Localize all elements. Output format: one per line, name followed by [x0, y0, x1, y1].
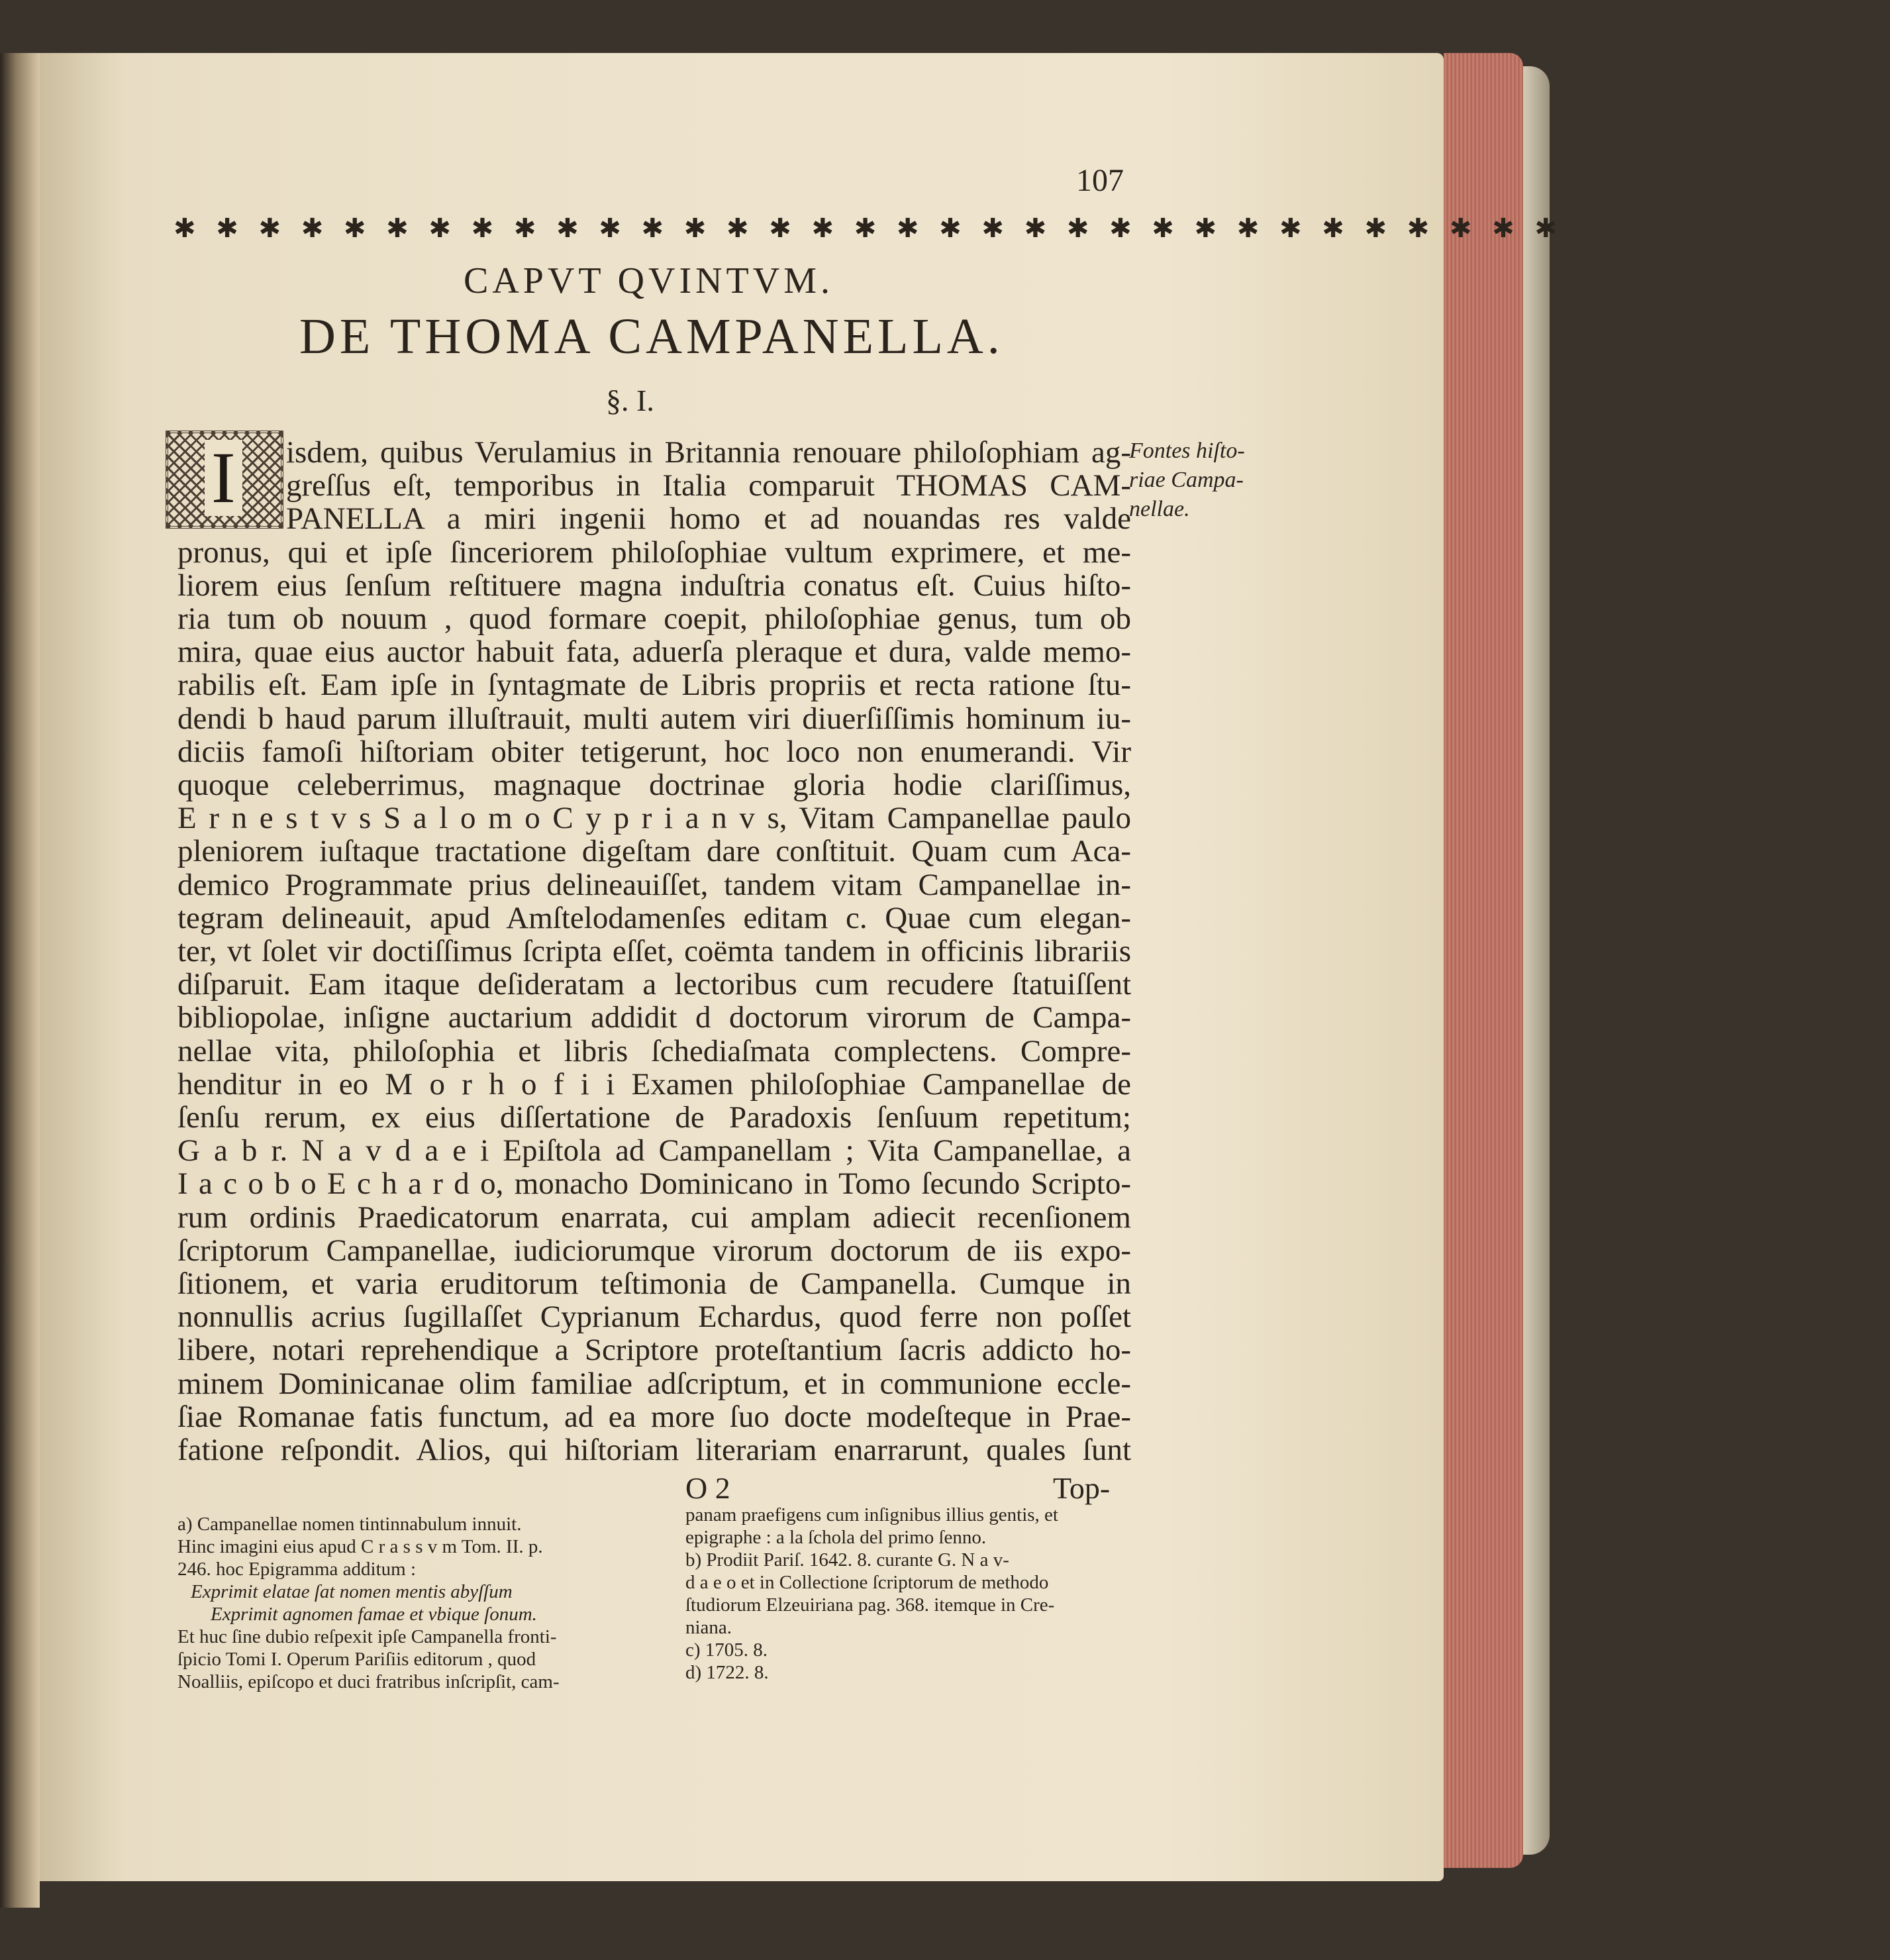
footnote-line: b) Prodiit Pariſ. 1642. 8. curante G. N a v- [685, 1549, 1009, 1571]
chapter-heading: CAPVT QVINTVM. [464, 260, 834, 301]
footnote-line: panam praefigens cum inſignibus illius gentis, et [685, 1504, 1058, 1525]
body-line: quoque celeberrimus, magnaque doctrinae gloria hodie clariſſimus, [177, 768, 1131, 802]
body-line: pleniorem iuſtaque tractatione digeſtam dare conſtituit. Quam cum Aca- [177, 834, 1131, 869]
decorated-initial [166, 431, 283, 529]
section-mark: §. I. [606, 384, 654, 417]
body-line: nellae vita, philoſophia et libris ſchediaſmata complectens. Compre- [177, 1033, 1131, 1068]
body-line: dendi b haud parum illuſtrauit, multi autem viri diuerſiſſimis hominum iu- [177, 701, 1131, 736]
body-line: liorem eius ſenſum reſtituere magna induſtria conatus eſt. Cuius hiſto- [177, 568, 1131, 603]
body-line: demico Programmate prius delineauiſſet, tandem vitam Campanellae in- [177, 867, 1131, 902]
footnote-line: Hinc imagini eius apud C r a s s v m Tom. II. p. [177, 1536, 543, 1557]
body-line: rum ordinis Praedicatorum enarrata, cui amplam adiecit recenſionem [177, 1200, 1131, 1235]
footnote-line: Exprimit agnomen famae et vbique ſonum. [211, 1604, 537, 1625]
body-line: ſiae Romanae fatis functum, ad ea more ſuo docte modeſteque in Prae- [177, 1399, 1131, 1434]
footnote-line: 246. hoc Epigramma additum : [177, 1559, 417, 1580]
body-line: fatione reſpondit. Alios, qui hiſtoriam literariam enarrarunt, quales ſunt [177, 1433, 1131, 1467]
facing-page-edge [0, 53, 40, 1908]
body-line: diſparuit. Eam itaque deſideratam a lectoribus cum recudere ſtatuiſſent [177, 967, 1131, 1002]
page-fore-edge [1444, 53, 1523, 1868]
body-line: minem Dominicanae olim familiae adſcriptum, et in communione eccle- [177, 1366, 1131, 1401]
footnote-line: d) 1722. 8. [685, 1662, 769, 1683]
footnote-line: Et huc ſine dubio reſpexit ipſe Campanella fronti- [177, 1626, 557, 1647]
footnote-line: c) 1705. 8. [685, 1639, 768, 1661]
body-line: henditur in eo M o r h o f i i Examen philoſophiae Campanellae de [177, 1066, 1131, 1102]
footnote-line: Noalliis, epiſcopo et duci fratribus inſcripſit, cam- [177, 1671, 560, 1692]
body-line: E r n e s t v s S a l o m o C y p r i a n v s, Vitam Campanellae paulo [177, 801, 1131, 836]
body-line: ter, vt ſolet vir doctiſſimus ſcripta eſſet, coëmta tandem in officinis librariis [177, 934, 1131, 968]
body-line: bibliopolae, inſigne auctarium addidit d doctorum virorum de Campa- [177, 1000, 1131, 1035]
footnote-line: Exprimit elatae ſat nomen mentis abyſſum [191, 1581, 513, 1602]
footnote-line: niana. [685, 1617, 732, 1638]
footnote-line: a) Campanellae nomen tintinnabulum innuit. [177, 1514, 522, 1535]
page-number: 107 [1076, 163, 1124, 198]
body-line: greſſus eſt, temporibus in Italia comparuit THOMAS CAM- [286, 468, 1131, 503]
margin-note-line: riae Campa- [1129, 468, 1244, 492]
body-line: tegram delineauit, apud Amſtelodamenſes editam c. Quae cum elegan- [177, 900, 1131, 935]
body-line: mira, quae eius auctor habuit fata, aduerſa pleraque et dura, valde memo- [177, 635, 1131, 670]
footnote-line: d a e o et in Collectione ſcriptorum de methodo [685, 1572, 1049, 1593]
body-line: pronus, qui et ipſe ſinceriorem philoſophiae vultum exprimere, et me- [177, 535, 1131, 570]
body-line: libere, notari reprehendique a Scriptore proteſtantium ſacris addicto ho- [177, 1333, 1131, 1368]
body-line: nonnullis acrius ſugillaſſet Cyprianum Echardus, quod ferre non poſſet [177, 1300, 1131, 1335]
footnote-line: epigraphe : a la ſchola del primo ſenno. [685, 1527, 987, 1548]
initial-letter: I [205, 440, 242, 516]
body-line: I a c o b o E c h a r d o, monacho Dominicano in Tomo ſecundo Scripto- [177, 1166, 1131, 1202]
chapter-title: DE THOMA CAMPANELLA. [299, 309, 1004, 364]
body-line: isdem, quibus Verulamius in Britannia renouare philoſophiam ag- [286, 435, 1131, 470]
body-line: ſcriptorum Campanellae, iudiciorumque virorum doctorum de iis expo- [177, 1233, 1131, 1268]
body-line: ſenſu rerum, ex eius diſſertatione de Paradoxis ſenſuum repetitum; [177, 1100, 1131, 1135]
margin-note-line: Fontes hiſto- [1129, 438, 1245, 463]
body-line: ria tum ob nouum , quod formare coepit, philoſophiae genus, tum ob [177, 601, 1131, 636]
catchword: Top- [1053, 1471, 1111, 1505]
ornament-rule: ✱ ✱ ✱ ✱ ✱ ✱ ✱ ✱ ✱ ✱ ✱ ✱ ✱ ✱ ✱ ✱ ✱ ✱ ✱ ✱ ✱ ✱ ✱ ✱ ✱ ✱ ✱ ✱ ✱ ✱ ✱ ✱ ✱ [174, 213, 1563, 244]
body-line: diciis famoſi hiſtoriam obiter tetigerunt, hoc loco non enumerandi. Vir [177, 734, 1131, 769]
body-line: PANELLA a miri ingenii homo et ad nouandas res valde [286, 501, 1131, 537]
body-line: G a b r. N a v d a e i Epiſtola ad Campanellam ; Vita Campanellae, a [177, 1133, 1131, 1168]
body-line: ſitionem, et varia eruditorum teſtimonia de Campanella. Cumque in [177, 1266, 1131, 1301]
margin-note-line: nellae. [1129, 497, 1190, 521]
body-line: rabilis eſt. Eam ipſe in ſyntagmate de Libris propriis et recta ratione ſtu- [177, 668, 1131, 703]
footnote-line: ſpicio Tomi I. Operum Pariſiis editorum , quod [177, 1649, 536, 1670]
signature-mark: O 2 [685, 1471, 730, 1505]
footnote-line: ſtudiorum Elzeuiriana pag. 368. itemque in Cre- [685, 1594, 1055, 1616]
